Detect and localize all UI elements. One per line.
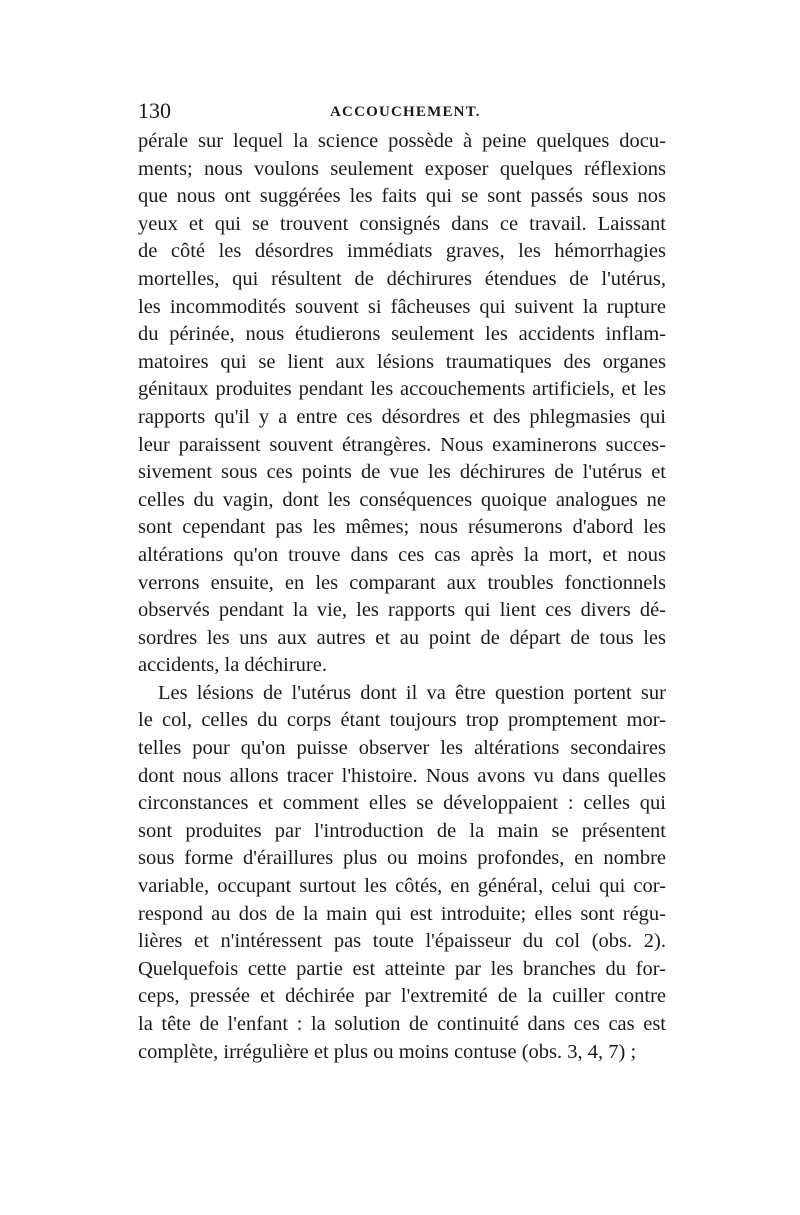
- text-line: observés pendant la vie, les rapports qui lient ces divers dé-: [138, 599, 666, 622]
- text-line: dont nous allons tracer l'histoire. Nous avons vu dans quelles: [138, 764, 666, 787]
- running-head: [138, 96, 666, 126]
- text-line: sordres les uns aux autres et au point de départ de tous les: [138, 626, 666, 649]
- text-line: que nous ont suggérées les faits qui se sont passés sous nos: [138, 185, 666, 208]
- text-line: pérale sur lequel la science possède à peine quelques docu-: [138, 130, 666, 152]
- text-line: respond au dos de la main qui est introduite; elles sont régu-: [138, 902, 666, 925]
- text-line: yeux et qui se trouvent consignés dans ce travail. Laissant: [138, 212, 666, 235]
- text-line: rapports qu'il y a entre ces désordres et des phlegmasies qui: [138, 405, 666, 428]
- text-line: le col, celles du corps étant toujours trop promptement mor-: [138, 709, 666, 732]
- text-line: génitaux produites pendant les accouchements artificiels, et les: [138, 378, 666, 401]
- text-line: circonstances et comment elles se développaient : celles qui: [138, 792, 666, 815]
- text-line: leur paraissent souvent étrangères. Nous examinerons succes-: [138, 433, 666, 456]
- text-line: ments; nous voulons seulement exposer quelques réflexions: [138, 157, 666, 180]
- text-line: la tête de l'enfant : la solution de continuité dans ces cas est: [138, 1013, 666, 1035]
- page-number: 130: [138, 98, 171, 123]
- text-line: Quelquefois cette partie est atteinte par les branches du for-: [138, 957, 666, 980]
- text-line: verrons ensuite, en les comparant aux troubles fonctionnels: [138, 571, 666, 594]
- text-line: celles du vagin, dont les conséquences quoique analogues ne: [138, 488, 666, 511]
- text-line: de côté les désordres immédiats graves, les hémorrhagies: [138, 240, 666, 263]
- text-line: altérations qu'on trouve dans ces cas après la mort, et nous: [138, 543, 666, 566]
- text-line: sivement sous ces points de vue les déchirures de l'utérus et: [138, 461, 666, 484]
- text-line: mortelles, qui résultent de déchirures étendues de l'utérus,: [138, 267, 666, 290]
- text-line: variable, occupant surtout les côtés, en général, celui qui cor-: [138, 875, 666, 898]
- text-line: ceps, pressée et déchirée par l'extremité de la cuiller contre: [138, 985, 666, 1008]
- text-line: telles pour qu'on puisse observer les altérations secondaires: [138, 737, 666, 760]
- paragraph: [138, 128, 666, 680]
- text-line: Les lésions de l'utérus dont il va être question portent sur: [158, 681, 666, 704]
- body-text: [138, 128, 666, 1066]
- text-line: lières et n'intéressent pas toute l'épaisseur du col (obs. 2).: [138, 930, 666, 953]
- text-line: sont cependant pas les mêmes; nous résumerons d'abord les: [138, 516, 666, 539]
- text-line: les incommodités souvent si fâcheuses qui suivent la rupture: [138, 295, 666, 318]
- paragraph-container: [138, 128, 666, 1066]
- text-line: accidents, la déchirure.: [138, 654, 327, 677]
- paragraph: [138, 680, 666, 1066]
- text-line: du périnée, nous étudierons seulement les accidents inflam-: [138, 323, 666, 346]
- text-line: sous forme d'éraillures plus ou moins profondes, en nombre: [138, 847, 666, 870]
- text-line: sont produites par l'introduction de la main se présentent: [138, 819, 666, 842]
- text-line: complète, irrégulière et plus ou moins contuse (obs. 3, 4, 7) ;: [138, 1040, 637, 1063]
- text-line: matoires qui se lient aux lésions traumatiques des organes: [138, 350, 666, 373]
- running-title: ACCOUCHEMENT.: [330, 104, 481, 120]
